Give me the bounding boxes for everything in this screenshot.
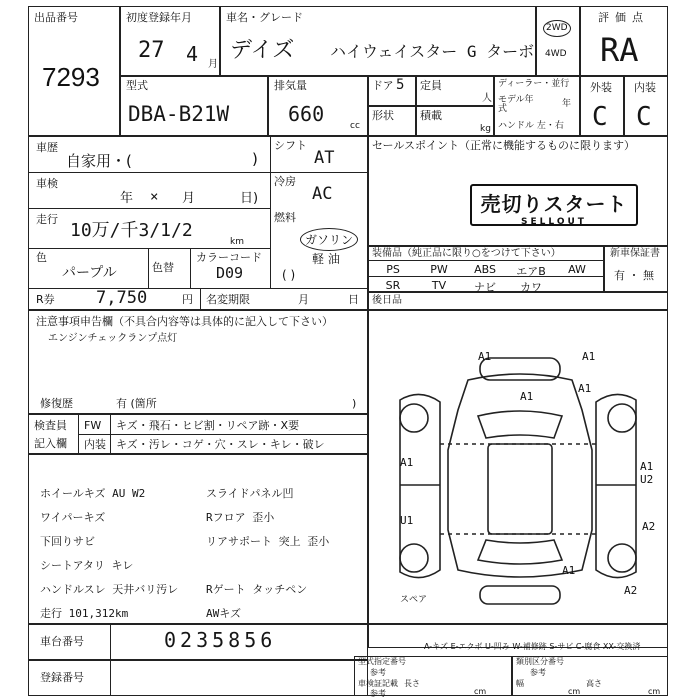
displacement-value: 660 bbox=[288, 102, 325, 126]
remark-left-line: ワイパーキズ bbox=[40, 511, 106, 524]
chassis-number: 0235856 bbox=[164, 628, 277, 652]
name-change-day: 日 bbox=[348, 293, 359, 306]
row-divider-2 bbox=[28, 208, 270, 209]
front-right-wheel bbox=[608, 404, 636, 432]
exhibit-number: 7293 bbox=[42, 62, 100, 92]
drive-4wd: 4WD bbox=[545, 49, 567, 59]
equipment-divider bbox=[368, 260, 604, 261]
fuel-divider bbox=[270, 208, 271, 288]
capacity-unit: 人 bbox=[482, 93, 492, 104]
shift-value: AT bbox=[314, 148, 335, 168]
damage-mark-6: A1 U2 bbox=[640, 460, 654, 486]
car-history-close: ) bbox=[252, 150, 258, 168]
height-label: 高さ bbox=[586, 679, 602, 688]
inspection-label: 車検 bbox=[36, 177, 58, 190]
load-unit: kg bbox=[480, 124, 491, 134]
recycle-amount: 7,750 bbox=[96, 288, 148, 308]
selling-point-label: セールスポイント（正常に機能するものに限ります） bbox=[372, 139, 636, 152]
repair-value: 有 (箇所 bbox=[116, 397, 157, 410]
type-cert-ref: 参考 bbox=[370, 668, 386, 677]
front-left-wheel bbox=[400, 404, 428, 432]
exhibit-number-label: 出品番号 bbox=[34, 11, 78, 24]
aircon-label: 冷房 bbox=[274, 175, 296, 188]
sellout-stamp-sub: SELLOUT bbox=[521, 217, 587, 227]
damage-mark-2: A1 bbox=[582, 350, 596, 363]
reg-label: 登録番号 bbox=[40, 671, 84, 684]
equipment-row-divider bbox=[368, 276, 604, 277]
doors-value: 5 bbox=[396, 77, 405, 93]
damage-legend: A-キズ E-エクボ U-凹み W-補修跡 S-サビ C-腐食 XX-交換済 bbox=[424, 642, 641, 651]
remark-right-line: Rフロア 歪小 bbox=[206, 511, 275, 524]
exterior-label: 外装 bbox=[590, 81, 612, 94]
color-code-label: カラーコード bbox=[196, 251, 262, 264]
equipment-label: 装備品（純正品に限り○をつけて下さい） bbox=[372, 248, 561, 259]
remark-left-line: シートアタリ キレ bbox=[40, 559, 134, 572]
aircon-value: AC bbox=[312, 184, 333, 204]
front-bumper bbox=[480, 358, 560, 380]
displacement-unit: cc bbox=[350, 121, 360, 131]
shift-divider bbox=[270, 136, 271, 172]
reg-length-ref: 参考 bbox=[370, 689, 386, 698]
sellout-stamp-main: 売切りスタート bbox=[480, 192, 628, 216]
name-change-divider bbox=[200, 288, 201, 310]
drive-box bbox=[536, 6, 580, 76]
damage-mark-9: A1 bbox=[562, 564, 576, 577]
equipment-item: ABS bbox=[474, 263, 496, 276]
remark-left-line: ホイールキズ AU W2 bbox=[40, 487, 146, 500]
roof bbox=[488, 444, 552, 534]
notes-content: エンジンチェックランプ点灯 bbox=[48, 333, 178, 344]
later-items-label: 後日品 bbox=[372, 295, 402, 306]
model-value: DBA-B21W bbox=[128, 102, 230, 126]
equipment-item: TV bbox=[431, 279, 447, 292]
color-code-value: D09 bbox=[216, 264, 244, 282]
car-history-label: 車歴 bbox=[36, 141, 58, 154]
equipment-item: エアB bbox=[516, 265, 546, 278]
recycle-label: R券 bbox=[36, 293, 55, 306]
mileage-value: 10万/千3/1/2 bbox=[70, 220, 193, 241]
equipment-item: ナビ bbox=[474, 281, 496, 294]
capacity-label: 定員 bbox=[420, 79, 442, 92]
rear-left-wheel bbox=[400, 544, 428, 572]
type-class-label: 類別区分番号 bbox=[516, 657, 564, 666]
load-label: 積載 bbox=[420, 109, 442, 122]
warranty-label: 新車保証書 bbox=[610, 248, 660, 259]
fw-options: キズ・飛石・ヒビ割・リペア跡・X要 bbox=[116, 419, 300, 432]
interior-score: C bbox=[636, 102, 652, 132]
first-reg-label: 初度登録年月 bbox=[126, 11, 192, 24]
car-history-value: 自家用・( bbox=[66, 152, 132, 170]
carname: デイズ bbox=[230, 38, 295, 63]
equipment-item: SR bbox=[385, 279, 401, 292]
inspection-month: × bbox=[150, 189, 159, 205]
sellout-stamp bbox=[470, 184, 638, 226]
inspection-day-unit: 日) bbox=[240, 191, 259, 206]
footer-label-divider bbox=[110, 624, 111, 696]
damage-mark-5: A1 bbox=[400, 456, 414, 469]
first-reg-month: 4 bbox=[186, 42, 199, 66]
interior-insp-label: 内装 bbox=[84, 438, 106, 451]
mileage-label: 走行 bbox=[36, 213, 58, 226]
handle-label: ハンドル 左・右 bbox=[498, 121, 564, 131]
aircon-divider bbox=[270, 172, 271, 208]
remark-right-line: AWキズ bbox=[206, 607, 242, 620]
fuel-light-oil: 軽 油 bbox=[312, 252, 340, 266]
first-reg-year: 27 bbox=[138, 38, 165, 63]
rear-right-wheel bbox=[608, 544, 636, 572]
model-label: 型式 bbox=[126, 79, 148, 92]
damage-mark-3: A1 bbox=[520, 390, 534, 403]
color-change-label: 色替 bbox=[152, 261, 174, 274]
width-label: 幅 bbox=[516, 679, 524, 688]
inspection-year-unit: 年 bbox=[120, 191, 134, 206]
score-label: 評価点 bbox=[598, 11, 649, 24]
score-value: RA bbox=[600, 31, 639, 69]
name-change-label: 名変期限 bbox=[206, 293, 250, 306]
dealer-label: ディーラー・並行 bbox=[498, 79, 570, 89]
width-unit: cm bbox=[568, 687, 581, 696]
warranty-value: 有 ・ 無 bbox=[614, 269, 654, 282]
damage-mark-7: U1 bbox=[400, 514, 414, 527]
row-divider-4 bbox=[28, 288, 368, 289]
windshield bbox=[478, 411, 562, 438]
shift-label: シフト bbox=[274, 139, 307, 152]
exterior-score: C bbox=[592, 102, 608, 132]
remark-left-line: 走行 101,312km bbox=[40, 607, 129, 620]
length-unit: cm bbox=[474, 687, 487, 696]
carname-label: 車名・グレード bbox=[226, 11, 303, 24]
equipment-item: カワ bbox=[520, 281, 542, 294]
left-side bbox=[400, 394, 440, 577]
displacement-label: 排気量 bbox=[274, 79, 307, 92]
color-label: 色 bbox=[36, 251, 47, 264]
equipment-item: AW bbox=[568, 263, 586, 276]
length-label: 長さ bbox=[404, 679, 420, 688]
model-year-label: モデル年式 bbox=[498, 95, 534, 114]
height-unit: cm bbox=[648, 687, 661, 696]
fuel-paren: ( ) bbox=[282, 268, 296, 282]
damage-mark-8: A2 bbox=[642, 520, 656, 533]
remark-right-line: スライドパネル凹 bbox=[206, 487, 294, 500]
inspector-row-divider bbox=[78, 434, 368, 435]
later-items-box bbox=[368, 292, 668, 310]
remark-right-line: リアサポート 突上 歪小 bbox=[206, 535, 330, 548]
rear-bumper bbox=[480, 586, 560, 604]
reg-length-label: 車検証記載 bbox=[358, 679, 398, 688]
remark-left-line: 下回りサビ bbox=[40, 535, 95, 548]
notes-label: 注意事項申告欄（不具合内容等は具体的に記入して下さい） bbox=[36, 315, 333, 328]
grade: ハイウェイスター G ターボ bbox=[330, 42, 535, 61]
repair-label: 修復歴 bbox=[40, 397, 73, 410]
equipment-item: PW bbox=[430, 263, 448, 276]
shape-label: 形状 bbox=[372, 109, 394, 122]
color-code-divider bbox=[190, 248, 191, 288]
entry-label: 記入欄 bbox=[34, 437, 67, 450]
damage-mark-1: A1 bbox=[478, 350, 492, 363]
spare-label: スペア bbox=[400, 595, 428, 605]
color-value: パープル bbox=[62, 265, 117, 281]
interior-label: 内装 bbox=[634, 81, 656, 94]
remark-left-line: ハンドルスレ 天井バリ汚レ bbox=[40, 583, 179, 596]
mileage-unit: km bbox=[230, 237, 244, 247]
drive-2wd: 2WD bbox=[543, 20, 571, 37]
equipment-item: PS bbox=[386, 263, 400, 276]
right-side bbox=[596, 394, 636, 577]
doors-label: ドア bbox=[372, 79, 394, 92]
damage-mark-4: A1 bbox=[578, 382, 592, 395]
remark-right-line: Rゲート タッチペン bbox=[206, 583, 308, 596]
fw-label: FW bbox=[84, 419, 102, 432]
type-class-ref: 参考 bbox=[530, 668, 546, 677]
repair-close: ) bbox=[352, 397, 357, 410]
row-divider-1 bbox=[28, 172, 368, 173]
fuel-label: 燃料 bbox=[274, 211, 296, 224]
damage-mark-10: A2 bbox=[624, 584, 638, 597]
name-change-month: 月 bbox=[298, 293, 309, 306]
type-cert-label: 型式指定番号 bbox=[358, 657, 406, 666]
car-diagram bbox=[370, 340, 666, 610]
chassis-label: 車台番号 bbox=[40, 635, 84, 648]
first-reg-month-unit: 月 bbox=[208, 59, 218, 70]
body-outline bbox=[448, 374, 592, 577]
row-divider-3 bbox=[28, 248, 270, 249]
recycle-yen: 円 bbox=[182, 293, 193, 306]
interior-options: キズ・汚レ・コゲ・穴・スレ・キレ・破レ bbox=[116, 438, 325, 451]
inspector-label: 検査員 bbox=[34, 419, 67, 432]
fuel-gasoline: ガソリン bbox=[300, 228, 358, 251]
rear-glass bbox=[478, 540, 562, 564]
color-change-divider bbox=[148, 248, 149, 288]
inspection-month-unit: 月 bbox=[182, 191, 196, 206]
model-year-unit: 年 bbox=[562, 99, 572, 109]
